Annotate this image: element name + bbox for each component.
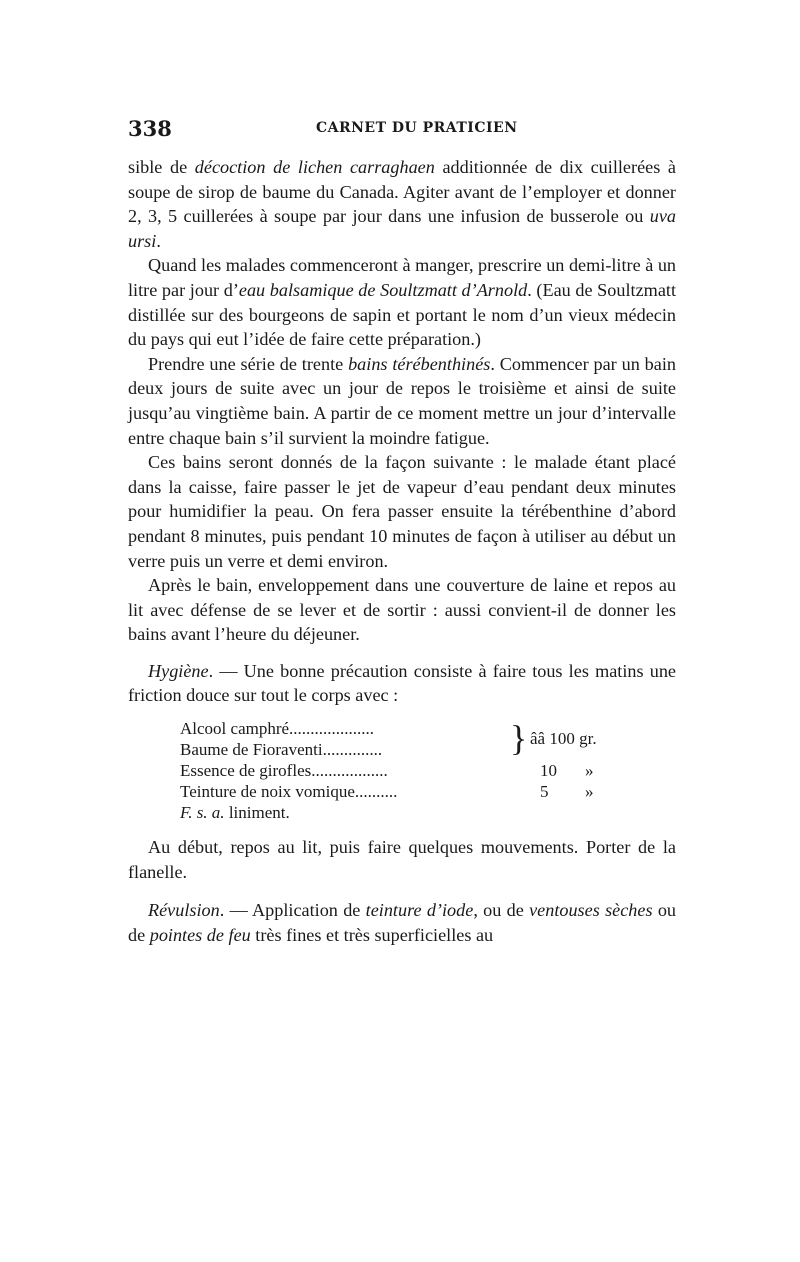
hygiene-paragraph: Hygiène. — Une bonne précaution consiste à faire tous les matins une friction douce sur tout le corps avec : (128, 660, 676, 706)
recipe-row: Essence de girofles.................. 10 » (180, 761, 594, 781)
recipe-row: Teinture de noix vomique.......... 5 » (180, 782, 594, 802)
page-header (128, 116, 676, 146)
running-title: CARNET DU PRATICIEN (316, 120, 518, 136)
paragraph: sible de décoction de lichen carraghaen additionnée de dix cuillerées à soupe de sirop de baume du Canada. Agiter avant de l’employer et donner 2, 3, 5 cuillerées à soupe par jour dans une infusion de busserole ou uva ursi. (128, 157, 676, 251)
paragraph: Quand les malades commenceront à manger, prescrire un demi-litre à un litre par jour d’eau balsamique de Soultzmatt d’Arnold. (Eau de Soultzmatt distillée sur des bourgeons de sapin et portant le nom d’un vieux médecin du pays qui eut l’idée de faire cette préparation.) (128, 255, 677, 350)
paragraph: Au début, repos au lit, puis faire quelques mouvements. Porter de la flanelle. (128, 837, 676, 882)
recipe-row: Baume de Fioraventi.............. (180, 740, 383, 760)
paragraph: Ces bains seront donnés de la façon suivante : le malade étant placé dans la caisse, faire passer le jet de vapeur d’eau pendant deux minutes pour humidifier la peau. On fera passer ensuite la térébenthine d’abord pendant 8 minutes, puis pendant 10 minutes de façon à utiliser au début un verre puis un verre et demi environ. (128, 452, 676, 571)
paragraph: Prendre une série de trente bains térébenthinés. Commencer par un bain deux jours de suite avec un jour de repos le troisième et ainsi de suite jusqu’au vingtième bain. A partir de ce moment mettre un jour d’intervalle entre chaque bain s’il survient la moindre fatigue. (128, 353, 676, 448)
paragraph: Après le bain, enveloppement dans une couverture de laine et repos au lit avec défense de se lever et de sortir : aussi convient-il de donner les bains avant l’heure du déjeuner. (128, 575, 676, 645)
recipe-row: F. s. a. liniment. (180, 803, 290, 823)
body-text (128, 155, 676, 947)
recipe-row: Alcool camphré.................... (180, 719, 375, 739)
revulsion-paragraph: Révulsion. — Application de teinture d’iode, ou de ventouses sèches ou de pointes de feu très fines et très superficielles au (128, 900, 677, 945)
recipe-block (180, 718, 620, 823)
page-number: 338 (128, 116, 172, 141)
shared-quantity: ââ 100 gr. (530, 729, 597, 749)
brace: } (510, 718, 528, 759)
